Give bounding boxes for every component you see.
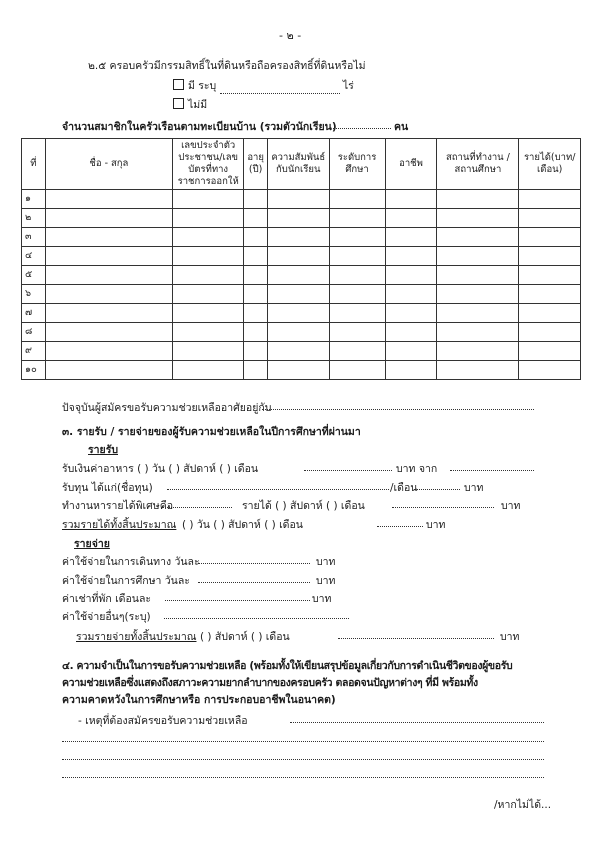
table-cell[interactable] (329, 247, 385, 266)
table-cell[interactable] (385, 228, 437, 247)
table-cell[interactable] (268, 361, 330, 380)
study-expense-field[interactable] (198, 582, 310, 583)
land-ownership-question: ๒.๕ ครอบครัวมีกรรมสิทธิ์ในที่ดินหรือถือครองสิทธิ์ที่ดินหรือไม่ (88, 60, 366, 72)
table-cell[interactable] (519, 209, 581, 228)
table-cell[interactable] (519, 342, 581, 361)
table-cell[interactable] (519, 190, 581, 209)
reason-label: - เหตุที่ต้องสมัครขอรับความช่วยเหลือ (78, 715, 248, 727)
total-income-label: รวมรายได้ทั้งสิ้นประมาณ (62, 519, 177, 531)
table-cell[interactable] (329, 361, 385, 380)
table-header-row (22, 139, 581, 190)
table-cell[interactable] (329, 323, 385, 342)
table-cell[interactable] (268, 228, 330, 247)
table-row (22, 247, 581, 266)
table-cell[interactable] (329, 190, 385, 209)
table-cell[interactable] (268, 209, 330, 228)
table-cell[interactable] (385, 285, 437, 304)
table-cell[interactable] (268, 342, 330, 361)
side-job-unit: บาท (501, 500, 521, 512)
rent-expense-label: ค่าเช่าที่พัก เดือนละ (62, 593, 152, 605)
table-cell[interactable] (173, 342, 244, 361)
household-members-table (21, 138, 581, 380)
col-header-id: เลขประจำตัวประชาชน/เลขบัตรที่ทางราชการออกให้ (173, 139, 244, 190)
table-cell[interactable] (329, 228, 385, 247)
table-cell[interactable] (45, 342, 172, 361)
scholarship-period: /เดือน (390, 482, 418, 494)
row-number: ๖ (22, 285, 46, 304)
other-expense-label: ค่าใช้จ่ายอื่นๆ(ระบุ) (62, 611, 151, 623)
table-cell[interactable] (385, 247, 437, 266)
table-cell[interactable] (173, 323, 244, 342)
row-number: ๒ (22, 209, 46, 228)
table-cell[interactable] (268, 266, 330, 285)
food-allowance-label: รับเงินค่าอาหาร ( ) วัน ( ) สัปดาห์ ( ) เดือน (62, 463, 259, 475)
scholarship-label: รับทุน ได้แก่(ชื่อทุน) (62, 482, 153, 494)
table-cell[interactable] (385, 209, 437, 228)
table-cell[interactable] (329, 342, 385, 361)
row-number: ๑๐ (22, 361, 46, 380)
table-cell[interactable] (437, 304, 519, 323)
row-number: ๑ (22, 190, 46, 209)
checkbox-icon[interactable] (173, 98, 184, 109)
total-income-field[interactable] (377, 526, 423, 527)
other-expense-field[interactable] (164, 618, 349, 619)
side-job-field[interactable] (162, 507, 232, 508)
table-cell[interactable] (173, 266, 244, 285)
table-cell[interactable] (244, 247, 268, 266)
travel-expense-field[interactable] (198, 563, 310, 564)
table-row (22, 342, 581, 361)
travel-expense-label: ค่าใช้จ่ายในการเดินทาง วันละ (62, 556, 200, 568)
table-cell[interactable] (437, 266, 519, 285)
row-number: ๕ (22, 266, 46, 285)
table-cell[interactable] (173, 209, 244, 228)
table-cell[interactable] (437, 209, 519, 228)
travel-expense-unit: บาท (316, 556, 336, 568)
table-cell[interactable] (519, 266, 581, 285)
table-cell[interactable] (45, 361, 172, 380)
side-job-label: ทำงานหารายได้พิเศษคือ (62, 500, 174, 512)
table-cell[interactable] (173, 228, 244, 247)
table-cell[interactable] (244, 285, 268, 304)
table-cell[interactable] (244, 228, 268, 247)
table-cell[interactable] (45, 285, 172, 304)
table-cell[interactable] (45, 323, 172, 342)
table-cell[interactable] (173, 285, 244, 304)
living-with-field[interactable] (262, 409, 534, 410)
row-number: ๙ (22, 342, 46, 361)
scholarship-unit: บาท (464, 482, 484, 494)
total-expense-period: ( ) สัปดาห์ ( ) เดือน (200, 631, 290, 643)
table-row (22, 228, 581, 247)
table-row (22, 323, 581, 342)
table-cell[interactable] (244, 323, 268, 342)
table-cell[interactable] (437, 361, 519, 380)
col-header-income: รายได้(บาท/เดือน) (519, 139, 581, 190)
member-count-unit: คน (394, 121, 409, 133)
table-cell[interactable] (385, 361, 437, 380)
expense-heading: รายจ่าย (74, 538, 110, 550)
section4-title-line2: ความช่วยเหลือซึ่งแสดงถึงสภาวะความยากลำบากของครอบครัว ตลอดจนปัญหาต่างๆ ที่มี พร้อมทั้ง (62, 677, 478, 689)
table-cell[interactable] (329, 285, 385, 304)
table-cell[interactable] (268, 247, 330, 266)
col-header-name: ชื่อ - สกุล (45, 139, 172, 190)
table-cell[interactable] (385, 266, 437, 285)
living-with-label: ปัจจุบันผู้สมัครขอรับความช่วยเหลืออาศัยอยู่กับ (62, 402, 272, 414)
table-cell[interactable] (437, 285, 519, 304)
reason-field-3[interactable] (62, 759, 544, 760)
row-number: ๓ (22, 228, 46, 247)
table-cell[interactable] (519, 285, 581, 304)
table-row (22, 361, 581, 380)
total-expense-field[interactable] (338, 638, 494, 639)
section4-title-line1: ๔. ความจำเป็นในการขอรับความช่วยเหลือ (พร้อมทั้งให้เขียนสรุปข้อมูลเกี่ยวกับการดำเนินชีวิตของผู้ขอรับ (62, 660, 513, 672)
table-cell[interactable] (244, 209, 268, 228)
table-cell[interactable] (268, 323, 330, 342)
table-cell[interactable] (437, 342, 519, 361)
row-number: ๗ (22, 304, 46, 323)
table-cell[interactable] (244, 304, 268, 323)
table-cell[interactable] (385, 323, 437, 342)
col-header-education: ระดับการศึกษา (329, 139, 385, 190)
reason-field-1[interactable] (290, 722, 544, 723)
page-number: - ๒ - (279, 29, 302, 42)
land-option-none-label: ไม่มี (188, 99, 208, 111)
household-members-title: จำนวนสมาชิกในครัวเรือนตามทะเบียนบ้าน (รวมตัวนักเรียน) (62, 121, 337, 133)
table-cell[interactable] (244, 190, 268, 209)
land-option-has-label: มี ระบุ (188, 80, 217, 92)
rai-unit: ไร่ (342, 80, 354, 92)
continue-note: /หากไม่ได้... (494, 799, 552, 811)
table-cell[interactable] (437, 247, 519, 266)
reason-field-4[interactable] (62, 777, 544, 778)
reason-field-2[interactable] (62, 741, 544, 742)
col-header-occupation: อาชีพ (385, 139, 437, 190)
table-cell[interactable] (329, 209, 385, 228)
table-cell[interactable] (173, 304, 244, 323)
land-option-none[interactable] (173, 96, 207, 113)
table-cell[interactable] (173, 361, 244, 380)
income-heading: รายรับ (88, 444, 118, 456)
total-income-period: ( ) วัน ( ) สัปดาห์ ( ) เดือน (182, 519, 303, 531)
study-expense-unit: บาท (316, 575, 336, 587)
land-size-field[interactable] (220, 83, 340, 94)
col-header-workplace: สถานที่ทำงาน / สถานศึกษา (437, 139, 519, 190)
table-cell[interactable] (45, 304, 172, 323)
table-cell[interactable] (329, 266, 385, 285)
col-header-relation: ความสัมพันธ์กับนักเรียน (268, 139, 330, 190)
table-cell[interactable] (268, 285, 330, 304)
food-allowance-unit: บาท จาก (396, 463, 438, 475)
scholarship-name-field[interactable] (167, 489, 389, 490)
table-cell[interactable] (173, 247, 244, 266)
row-number: ๘ (22, 323, 46, 342)
col-header-no: ที่ (22, 139, 46, 190)
table-cell[interactable] (244, 361, 268, 380)
table-cell[interactable] (519, 304, 581, 323)
section3-title: ๓. รายรับ / รายจ่ายของผู้รับความช่วยเหลือในปีการศึกษาที่ผ่านมา (62, 426, 361, 438)
study-expense-label: ค่าใช้จ่ายในการศึกษา วันละ (62, 575, 190, 587)
table-cell[interactable] (329, 304, 385, 323)
land-option-has[interactable] (173, 77, 354, 94)
table-cell[interactable] (244, 266, 268, 285)
table-row (22, 266, 581, 285)
checkbox-icon[interactable] (173, 79, 184, 90)
table-cell[interactable] (437, 323, 519, 342)
table-cell[interactable] (385, 342, 437, 361)
food-allowance-source-field[interactable] (450, 470, 534, 471)
table-row (22, 190, 581, 209)
rent-expense-field[interactable] (165, 600, 310, 601)
table-cell[interactable] (437, 190, 519, 209)
table-cell[interactable] (437, 228, 519, 247)
table-cell[interactable] (45, 209, 172, 228)
table-cell[interactable] (45, 247, 172, 266)
table-cell[interactable] (519, 247, 581, 266)
table-cell[interactable] (268, 190, 330, 209)
col-header-age: อายุ (ปี) (244, 139, 268, 190)
side-job-amount-field[interactable] (392, 507, 494, 508)
rent-expense-unit: บาท (312, 593, 332, 605)
table-row (22, 304, 581, 323)
table-cell[interactable] (173, 190, 244, 209)
table-row (22, 285, 581, 304)
table-cell[interactable] (519, 323, 581, 342)
table-cell[interactable] (385, 190, 437, 209)
total-income-unit: บาท (426, 519, 446, 531)
side-job-income-label: รายได้ ( ) สัปดาห์ ( ) เดือน (242, 500, 365, 512)
table-cell[interactable] (45, 266, 172, 285)
section4-title-line3: ความคาดหวังในการศึกษาหรือ การประกอบอาชีพในอนาคต) (62, 694, 336, 706)
table-cell[interactable] (45, 228, 172, 247)
table-row (22, 209, 581, 228)
table-cell[interactable] (385, 304, 437, 323)
total-expense-label: รวมรายจ่ายทั้งสิ้นประมาณ (76, 631, 197, 643)
member-count-field[interactable] (333, 128, 391, 129)
food-allowance-field[interactable] (304, 470, 392, 471)
table-cell[interactable] (519, 228, 581, 247)
row-number: ๔ (22, 247, 46, 266)
table-cell[interactable] (244, 342, 268, 361)
table-cell[interactable] (519, 361, 581, 380)
table-cell[interactable] (45, 190, 172, 209)
table-cell[interactable] (268, 304, 330, 323)
scholarship-amount-field[interactable] (414, 489, 460, 490)
total-expense-unit: บาท (500, 631, 520, 643)
